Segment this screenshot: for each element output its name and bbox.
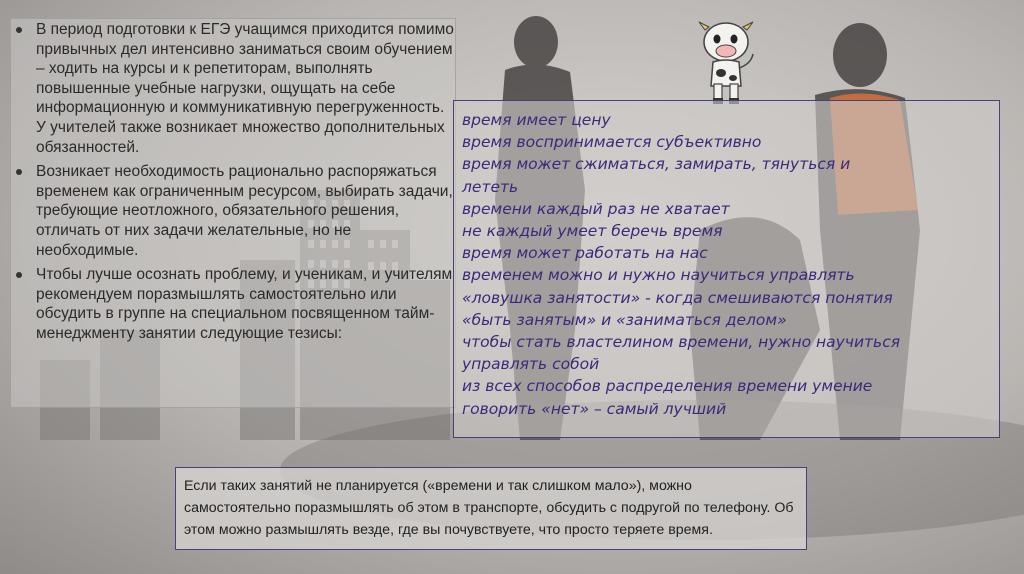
bullet-dot-icon [16,27,22,33]
cow-mascot-icon [697,18,755,106]
thesis-line: лететь [462,177,519,196]
bullet-item [14,265,454,343]
thesis-line: время может работать на нас [462,244,708,263]
bottom-note-box [175,467,807,550]
bullet-list [14,20,454,349]
bottom-note-text: Если таких занятий не планируется («времени и так слишком мало»), можно самостоятельно поразмышлять об этом в транспорте, обсудить с подругой по телефону. Об этом можно размышлять везде, где вы почувствуете, что просто теряете время. [184,478,794,538]
thesis-line: говорить «нет» – самый лучший [462,399,727,418]
thesis-line: временем можно и нужно научиться управлять [462,266,855,285]
bullet-dot-icon [16,169,22,175]
bullet-item [14,162,454,260]
thesis-line: времени каждый раз не хватает [462,199,730,218]
thesis-line: не каждый умеет беречь время [462,222,723,241]
thesis-line: время имеет цену [462,111,611,129]
thesis-line: управлять собой [462,355,600,374]
thesis-line: «быть занятым» и «заниматься делом» [462,310,787,329]
bullet-item [14,20,454,157]
theses-box [453,100,1000,438]
thesis-line: время воспринимается субъективно [462,133,762,152]
bullet-text: В период подготовки к ЕГЭ учащимся приходится помимо привычных дел интенсивно заниматься своим обучением – ходить на курсы и к репетиторам, выполнять повышенные учебные нагрузки, ощущать на себе информационную и коммуникативную перегруженность. У учителей также возникает множество дополнительных обязанностей. [36,21,454,156]
bullet-text: Чтобы лучше осознать проблему, и ученикам, и учителям рекомендуем поразмышлять самостоятельно или обсудить в группе на специальном посвященном тайм-менеджменту занятии следующие тезисы: [36,266,453,342]
thesis-line: «ловушка занятости» - когда смешиваются понятия [462,288,893,307]
thesis-line: чтобы стать властелином времени, нужно научиться [462,333,901,352]
thesis-line: время может сжиматься, замирать, тянуться и [462,155,851,174]
bullet-dot-icon [16,272,22,278]
thesis-line: из всех способов распределения времени умение [462,377,873,396]
bullet-text: Возникает необходимость рационально распоряжаться временем как ограниченным ресурсом, выбирать задачи, требующие неотложного, обязательного решения, отличать от них задачи желательные, но не необходимые. [36,163,453,259]
